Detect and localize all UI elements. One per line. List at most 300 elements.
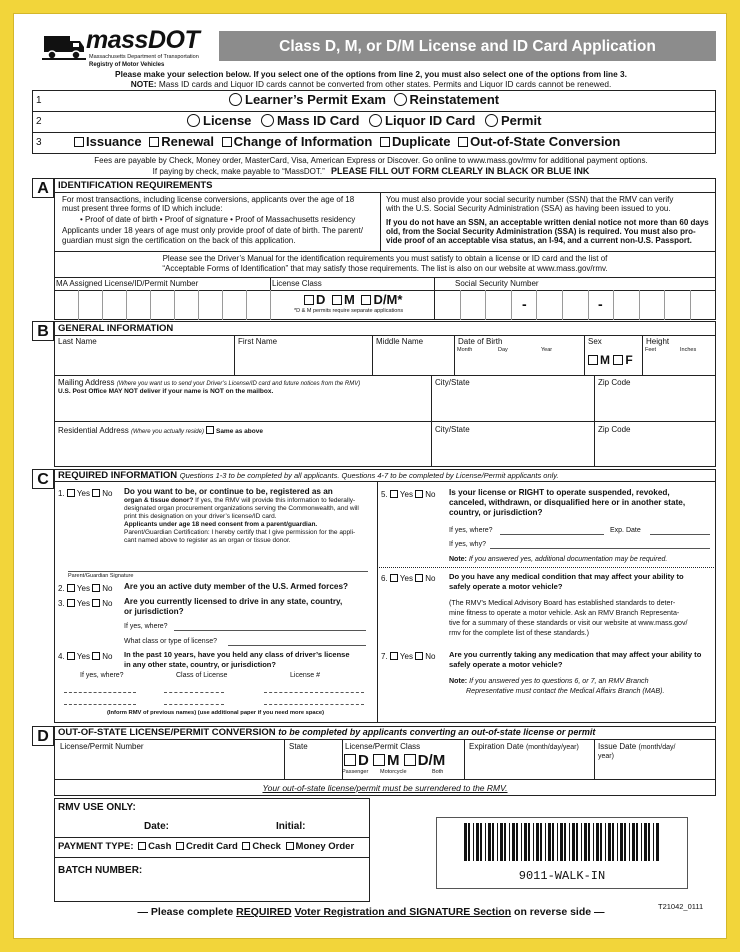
q3-number: 3. xyxy=(58,599,65,608)
ssn-digit-divider xyxy=(460,290,461,320)
sex-field xyxy=(584,335,642,375)
q6-no-checkbox[interactable] xyxy=(415,574,423,582)
fees-ink-instruction: PLEASE FILL OUT FORM CLEARLY IN BLACK OR BLUE INK xyxy=(330,166,590,176)
barcode-bar xyxy=(620,823,623,861)
ssn-req-text-5: vide proof of an acceptable visa status, an I-94, and a current non-U.S. Passport. xyxy=(386,236,692,245)
q4-note: (Inform RMV of previous names) (use additional paper if you need more space) xyxy=(106,710,325,716)
oos-passenger-label: Passenger xyxy=(342,769,369,775)
mass-id-radio[interactable] xyxy=(261,114,274,127)
q5-no-label: No xyxy=(425,490,436,499)
license-class-options xyxy=(304,293,402,306)
q5-why-label: If yes, why? xyxy=(449,541,486,548)
q3-no-checkbox[interactable] xyxy=(92,599,100,607)
reinstatement-label: Reinstatement xyxy=(409,92,500,107)
q4-license-line-1[interactable] xyxy=(264,692,364,693)
barcode-bar xyxy=(476,823,479,861)
barcode-bar xyxy=(548,823,551,861)
po-note: U.S. Post Office MAY NOT deliver if your name is NOT on the mailbox. xyxy=(58,388,274,395)
section-d-title: OUT-OF-STATE LICENSE/PERMIT CONVERSION xyxy=(58,727,276,738)
intro-line: Please make your selection below. If you select one of the options from line 2, you must also select one of the options from line 3. xyxy=(115,69,627,79)
truck-logo-icon xyxy=(42,32,86,62)
q6-text-f: rmv for the complete list of these standards.) xyxy=(449,629,589,637)
q7-yes-label: Yes xyxy=(399,652,413,661)
barcode-bar xyxy=(569,823,570,861)
payment-check-checkbox[interactable] xyxy=(242,842,250,850)
issuance-checkbox[interactable] xyxy=(74,137,84,147)
q4-no-checkbox[interactable] xyxy=(92,652,100,660)
q4-text-a: In the past 10 years, have you held any class of driver’s license xyxy=(124,650,350,659)
q5-exp-line[interactable] xyxy=(650,534,710,535)
q1-yes-no xyxy=(58,489,112,498)
q2-no-checkbox[interactable] xyxy=(92,584,100,592)
oos-exp-field[interactable] xyxy=(464,739,594,779)
section-c-title: REQUIRED INFORMATION xyxy=(58,470,178,481)
q4-yes-checkbox[interactable] xyxy=(67,652,75,660)
middle-name-field[interactable] xyxy=(372,335,454,375)
residential-address-field[interactable] xyxy=(54,421,431,467)
note-text: Mass ID cards and Liquor ID cards cannot be converted from other states. Permits and Liquor ID cards cannot be renewed. xyxy=(158,79,612,89)
ssn-label: Social Security Number xyxy=(455,279,539,288)
q5-why-line[interactable] xyxy=(490,548,710,549)
q3-class-label: What class or type of license? xyxy=(124,638,217,645)
q1-text-a: Do you want to be, or continue to be, registered as an xyxy=(124,487,333,496)
barcode-bar xyxy=(648,823,650,861)
q7-number: 7. xyxy=(381,652,388,661)
liquor-id-label: Liquor ID Card xyxy=(385,113,476,128)
q5-text-a: Is your license or RIGHT to operate suspended, revoked, xyxy=(449,488,670,497)
barcode-bar xyxy=(560,823,563,861)
ssn-digit-divider xyxy=(485,290,486,320)
q4-where-line-2[interactable] xyxy=(64,704,136,705)
ssn-digit-divider xyxy=(588,290,589,320)
q6-number: 6. xyxy=(381,574,388,583)
section-a-heading: IDENTIFICATION REQUIREMENTS xyxy=(58,180,213,191)
dob-label: Date of Birth xyxy=(458,337,503,346)
ssn-dash-2: - xyxy=(598,296,603,312)
ssn-req-text-2: with the U.S. Social Security Administration (SSA) as having been issued to you. xyxy=(386,204,671,213)
barcode-bar xyxy=(485,823,486,861)
footer-pre: — Please complete xyxy=(137,906,234,918)
q7-note xyxy=(449,678,649,685)
q2-yes-label: Yes xyxy=(76,584,90,593)
section-b-heading: GENERAL INFORMATION xyxy=(58,323,174,334)
rmv-use-only-title: RMV USE ONLY: xyxy=(58,802,136,813)
mailing-zip-label: Zip Code xyxy=(598,378,631,387)
oos-exp-label xyxy=(469,743,579,751)
reinstatement-radio[interactable] xyxy=(394,93,407,106)
license-radio[interactable] xyxy=(187,114,200,127)
q1-text-h: cant named above to register as an organ or tissue donor. xyxy=(124,537,291,544)
payment-cash-label: Cash xyxy=(148,841,172,852)
payment-credit-checkbox[interactable] xyxy=(176,842,184,850)
q1-text-f: Applicants under age 18 need consent from a parent/guardian. xyxy=(124,521,318,528)
mass-id-label: Mass ID Card xyxy=(277,113,360,128)
license-digit-divider xyxy=(222,290,223,320)
id-req-text-4: Applicants under 18 years of age must only provide proof of date of birth. The parent/ xyxy=(62,226,363,235)
change-info-checkbox[interactable] xyxy=(222,137,232,147)
q7-text-a: Are you currently taking any medication that may affect your ability to xyxy=(449,650,702,659)
residential-zip-label: Zip Code xyxy=(598,425,631,434)
barcode-bar xyxy=(653,823,654,861)
barcode-bar xyxy=(629,823,630,861)
section-d-heading xyxy=(58,728,595,738)
ssn-field[interactable] xyxy=(434,290,716,320)
duplicate-checkbox[interactable] xyxy=(380,137,390,147)
class-note: *D & M permits require separate applications xyxy=(294,308,404,314)
payment-credit-label: Credit Card xyxy=(186,841,238,852)
q5-number: 5. xyxy=(381,490,388,499)
q1-text-b: organ & tissue donor? xyxy=(124,497,194,504)
license-label: License xyxy=(203,113,252,128)
q6-text-b: safely operate a motor vehicle? xyxy=(449,582,563,591)
barcode-bar xyxy=(576,823,578,861)
barcode-bar xyxy=(488,823,491,861)
barcode-bar xyxy=(636,823,638,861)
permit-exam-radio[interactable] xyxy=(229,93,242,106)
line-number-1: 1 xyxy=(36,95,42,106)
barcode-bar xyxy=(632,823,635,861)
oos-class-dm-checkbox[interactable] xyxy=(404,754,416,766)
q6-text-a: Do you have any medical condition that may affect your ability to xyxy=(449,572,684,581)
guardian-signature-label: Parent/Guardian Signature xyxy=(68,573,134,579)
mailing-zip-field[interactable] xyxy=(594,375,716,421)
sex-m-label: M xyxy=(600,353,610,367)
payment-check-label: Check xyxy=(252,841,281,852)
q4-text-b: in any other state, country, or jurisdiction? xyxy=(124,660,276,669)
footer-post: on reverse side — xyxy=(514,906,605,918)
q4-class-line-2[interactable] xyxy=(164,704,224,705)
footer-instruction xyxy=(14,907,728,918)
ssn-digit-divider xyxy=(511,290,512,320)
barcode-bar xyxy=(605,823,606,861)
oos-issue-text: Issue Date xyxy=(598,742,637,751)
oos-class-label: License/Permit Class xyxy=(345,742,421,751)
dob-year-label: Year xyxy=(541,347,553,353)
q4-no-label: No xyxy=(102,652,113,661)
class-m-label: M xyxy=(344,292,355,307)
id-req-text-3: • Proof of date of birth • Proof of signature • Proof of Massachusetts residency xyxy=(80,215,356,224)
q4-license-line-2[interactable] xyxy=(264,704,364,705)
barcode-bar xyxy=(588,823,590,861)
barcode-bar xyxy=(516,823,518,861)
q1-yes-checkbox[interactable] xyxy=(67,489,75,497)
batch-number-label: BATCH NUMBER: xyxy=(58,865,143,876)
q4-license-label: License # xyxy=(290,672,320,679)
barcode-bar xyxy=(504,823,506,861)
id-req-text-5: guardian must sign the certification on the back of this application. xyxy=(62,236,296,245)
mailing-note: (Where you want us to send your Driver’s License/ID card and future notices from the RMV) xyxy=(116,381,361,387)
payment-money-order-checkbox[interactable] xyxy=(286,842,294,850)
fees-check-payable: If paying by check, make payable to “MassDOT.” xyxy=(152,167,325,176)
application-form xyxy=(13,13,727,939)
sex-f-checkbox[interactable] xyxy=(613,355,623,365)
renewal-checkbox[interactable] xyxy=(149,137,159,147)
oos-issue-field[interactable] xyxy=(594,739,716,779)
barcode-bar xyxy=(464,823,467,861)
oos-class-d-checkbox[interactable] xyxy=(344,754,356,766)
oos-number-label: License/Permit Number xyxy=(60,742,144,751)
barcode-image xyxy=(464,823,662,861)
barcode-bar xyxy=(533,823,534,861)
q2-yes-checkbox[interactable] xyxy=(67,584,75,592)
q7-note-label: Note: xyxy=(449,677,468,685)
q1-no-checkbox[interactable] xyxy=(92,489,100,497)
q4-yes-label: Yes xyxy=(76,652,90,661)
q1-text-d: designated organ procurement organizations serving the Commonwealth, and will xyxy=(124,505,359,512)
q5-note xyxy=(449,556,667,563)
q2-text: Are you an active duty member of the U.S. Armed forces? xyxy=(124,582,349,591)
ssn-digit-divider xyxy=(613,290,614,320)
page-title: Class D, M, or D/M License and ID Card Application xyxy=(279,38,656,55)
barcode-bar xyxy=(524,823,527,861)
height-inches-label: Inches xyxy=(680,347,697,353)
barcode-bar xyxy=(473,823,474,861)
same-as-above-checkbox[interactable] xyxy=(206,426,214,434)
barcode-text: 9011-WALK-IN xyxy=(518,869,606,883)
payment-cash-checkbox[interactable] xyxy=(138,842,146,850)
barcode-bar xyxy=(528,823,530,861)
class-m-checkbox[interactable] xyxy=(332,295,342,305)
height-label: Height xyxy=(646,337,670,346)
class-d-checkbox[interactable] xyxy=(304,295,314,305)
barcode-bar xyxy=(545,823,546,861)
mailing-label-text: Mailing Address xyxy=(58,378,115,387)
q3-where-label: If yes, where? xyxy=(124,623,168,630)
license-digit-divider xyxy=(126,290,127,320)
fees-line-1: Fees are payable by Check, Money order, MasterCard, Visa, American Express or Discover. Go online to www.mass.gov/rmv for additional payment options. xyxy=(94,156,648,165)
change-info-label: Change of Information xyxy=(233,134,373,149)
q2-number: 2. xyxy=(58,584,65,593)
q3-where-line[interactable] xyxy=(174,630,366,631)
barcode-bar xyxy=(581,823,582,861)
dob-field[interactable] xyxy=(454,335,584,375)
q3-yes-checkbox[interactable] xyxy=(67,599,75,607)
rmv-initial-label: Initial: xyxy=(276,821,306,832)
intro-note xyxy=(14,80,728,88)
q5-where-line[interactable] xyxy=(500,534,604,535)
q1-text-e: print this designation on your driver’s license/ID card. xyxy=(124,513,277,520)
q6-text-e: tive for a summary of these standards or visit our website at www.mass.gov/ xyxy=(449,619,688,627)
oos-state-field[interactable] xyxy=(284,739,342,779)
ssn-digit-divider xyxy=(562,290,563,320)
license-class-label: License Class xyxy=(272,279,322,288)
guardian-signature-line[interactable] xyxy=(68,571,368,572)
q4-class-line-1[interactable] xyxy=(164,692,224,693)
barcode-bar xyxy=(492,823,494,861)
q3-class-line[interactable] xyxy=(228,645,366,646)
height-field[interactable] xyxy=(642,335,716,375)
oos-both-label: Both xyxy=(432,769,444,775)
oos-conversion-checkbox[interactable] xyxy=(458,137,468,147)
q1-number: 1. xyxy=(58,489,65,498)
q1-text-b-line xyxy=(124,498,355,505)
ssn-req-text-4: old, from the Social Security Administration (SSA) is required. You must also pro- xyxy=(386,227,696,236)
permit-radio[interactable] xyxy=(485,114,498,127)
barcode-bar xyxy=(512,823,515,861)
manual-text-1: Please see the Driver’s Manual for the identification requirements you must satisfy to obtain a license or ID card and the list of xyxy=(162,254,608,263)
q5-text-c: country, or jurisdiction? xyxy=(449,508,543,517)
barcode-bar xyxy=(593,823,594,861)
note-label: NOTE: xyxy=(130,79,157,89)
q7-yes-no xyxy=(381,652,435,661)
line-3-options xyxy=(74,135,620,148)
footer-voter: Voter Registration and SIGNATURE Section xyxy=(294,906,512,918)
barcode-bar xyxy=(584,823,587,861)
barcode-bar xyxy=(500,823,503,861)
barcode-bar xyxy=(617,823,618,861)
oos-number-field[interactable] xyxy=(54,739,284,779)
oos-class-m-checkbox[interactable] xyxy=(373,754,385,766)
license-digit-divider xyxy=(246,290,247,320)
height-feet-label: Feet xyxy=(645,347,657,353)
barcode-bar xyxy=(644,823,647,861)
barcode-bar xyxy=(552,823,554,861)
barcode-bar xyxy=(624,823,626,861)
ssn-digit-divider xyxy=(664,290,665,320)
q2-no-label: No xyxy=(102,584,113,593)
license-digit-divider xyxy=(150,290,151,320)
barcode-bar xyxy=(641,823,642,861)
q3-text-a: Are you currently licensed to drive in any state, country, xyxy=(124,597,343,606)
same-as-above-label: Same as above xyxy=(215,428,263,435)
logo-text: massDOT xyxy=(86,26,200,54)
q5-where-label: If yes, where? xyxy=(449,527,493,534)
q1-text-g: Parent/Guardian Certification: I hereby certify that I give permission for the appli- xyxy=(124,529,356,536)
payment-type-label: PAYMENT TYPE: xyxy=(58,841,134,852)
q7-no-label: No xyxy=(425,652,436,661)
footer-required: REQUIRED xyxy=(236,906,292,918)
line-1-options xyxy=(229,93,499,106)
mailing-address-field[interactable] xyxy=(54,375,431,421)
mailing-address-label xyxy=(58,379,360,387)
section-c-letter: C xyxy=(32,469,54,489)
license-digit-divider xyxy=(174,290,175,320)
oos-state-label: State xyxy=(289,742,308,751)
q5-no-checkbox[interactable] xyxy=(415,490,423,498)
logo-subtitle-2: Registry of Motor Vehicles xyxy=(89,62,165,68)
residential-address-label xyxy=(58,426,263,436)
q4-where-line-1[interactable] xyxy=(64,692,136,693)
first-name-field[interactable] xyxy=(234,335,372,375)
residential-zip-field[interactable] xyxy=(594,421,716,467)
oos-class-d-label: D xyxy=(358,752,369,769)
barcode-bar xyxy=(497,823,498,861)
residential-label-text: Residential Address xyxy=(58,426,129,435)
q3-yes-label: Yes xyxy=(76,599,90,608)
last-name-label: Last Name xyxy=(58,337,97,346)
line-number-2: 2 xyxy=(36,116,42,127)
barcode-bar xyxy=(540,823,542,861)
q1-yes-label: Yes xyxy=(76,489,90,498)
oos-class-dm-label: D/M xyxy=(417,752,446,769)
ssn-dash-1: - xyxy=(522,296,527,312)
oos-exp-format: (month/day/year) xyxy=(525,744,579,751)
section-a-letter: A xyxy=(32,178,54,198)
residential-city-field[interactable] xyxy=(431,421,594,467)
id-req-text-2: must present three forms of ID which include: xyxy=(62,204,223,213)
logo-subtitle-1: Massachusetts Department of Transportation xyxy=(89,54,199,60)
manual-text-2: “Acceptable Forms of Identification” that may satisfy those requirements. The list is also on our website at www.mass.gov/rmv. xyxy=(162,264,608,273)
oos-class-m-label: M xyxy=(387,752,400,769)
oos-issue-label xyxy=(598,743,675,751)
fees-line-2 xyxy=(14,167,728,176)
liquor-id-radio[interactable] xyxy=(369,114,382,127)
section-c-heading xyxy=(58,471,559,481)
residential-note: (Where you actually reside) xyxy=(130,429,204,435)
ssn-req-text-3: If you do not have an SSN, an acceptable written denial notice not more than 60 days xyxy=(386,218,709,227)
barcode-bar xyxy=(596,823,599,861)
q7-text-b: safely operate a motor vehicle? xyxy=(449,660,563,669)
barcode-bar xyxy=(612,823,614,861)
sex-f-label: F xyxy=(625,353,633,367)
dob-month-label: Month xyxy=(457,347,473,353)
line-number-3: 3 xyxy=(36,137,42,148)
last-name-field[interactable] xyxy=(54,335,234,375)
ssn-digit-divider xyxy=(639,290,640,320)
oos-class-field xyxy=(342,739,464,779)
q5-note-label: Note: xyxy=(449,556,467,563)
massdot-logo xyxy=(42,28,212,70)
barcode-bar xyxy=(521,823,522,861)
ssn-digit-divider xyxy=(536,290,537,320)
rmv-date-label: Date: xyxy=(144,821,170,832)
q6-yes-checkbox[interactable] xyxy=(390,574,398,582)
q2-yes-no xyxy=(58,584,112,593)
oos-exp-text: Expiration Date xyxy=(469,742,524,751)
license-number-field[interactable] xyxy=(54,290,270,320)
payment-type-row xyxy=(58,842,354,852)
q7-note-text-1: If you answered yes to questions 6, or 7, an RMV Branch xyxy=(469,677,649,685)
sex-label: Sex xyxy=(588,337,602,346)
license-number-label: MA Assigned License/ID/Permit Number xyxy=(56,279,199,288)
license-digit-divider xyxy=(102,290,103,320)
barcode-bar xyxy=(572,823,575,861)
barcode-bar xyxy=(557,823,558,861)
q6-text-c: (The RMV’s Medical Advisory Board has established standards to deter- xyxy=(449,599,676,607)
barcode-bar xyxy=(480,823,482,861)
q3-no-label: No xyxy=(102,599,113,608)
first-name-label: First Name xyxy=(238,337,278,346)
q3-text-b: or jurisdiction? xyxy=(124,607,184,616)
mailing-city-field[interactable] xyxy=(431,375,594,421)
permit-exam-label: Learner’s Permit Exam xyxy=(245,92,386,107)
duplicate-label: Duplicate xyxy=(391,134,451,149)
class-dm-checkbox[interactable] xyxy=(361,295,371,305)
class-dm-label: D/M* xyxy=(373,292,403,307)
q5-yes-checkbox[interactable] xyxy=(390,490,398,498)
oos-conversion-label: Out-of-State Conversion xyxy=(470,134,621,149)
license-digit-divider xyxy=(198,290,199,320)
q7-no-checkbox[interactable] xyxy=(415,652,423,660)
payment-money-order-label: Money Order xyxy=(295,841,355,852)
q5-yes-no xyxy=(381,490,435,499)
barcode-bar xyxy=(564,823,566,861)
section-c-note: Questions 1-3 to be completed by all applicants. Questions 4-7 to be completed by License/Permit applicants only. xyxy=(179,471,559,480)
class-d-label: D xyxy=(316,292,326,307)
title-bar xyxy=(219,31,716,61)
barcode-bar xyxy=(600,823,602,861)
barcode-bar xyxy=(656,823,659,861)
section-d-letter: D xyxy=(32,726,54,746)
q7-yes-checkbox[interactable] xyxy=(390,652,398,660)
q5-note-text: If you answered yes, additional documentation may be required. xyxy=(468,556,668,563)
q6-text-d: mine fitness to operate a motor vehicle. Ask an RMV Branch Representa- xyxy=(449,609,680,617)
permit-label: Permit xyxy=(500,113,542,128)
sex-m-checkbox[interactable] xyxy=(588,355,598,365)
line-2-options xyxy=(187,114,541,127)
q6-yes-label: Yes xyxy=(399,574,413,583)
q4-yes-no xyxy=(58,652,112,661)
